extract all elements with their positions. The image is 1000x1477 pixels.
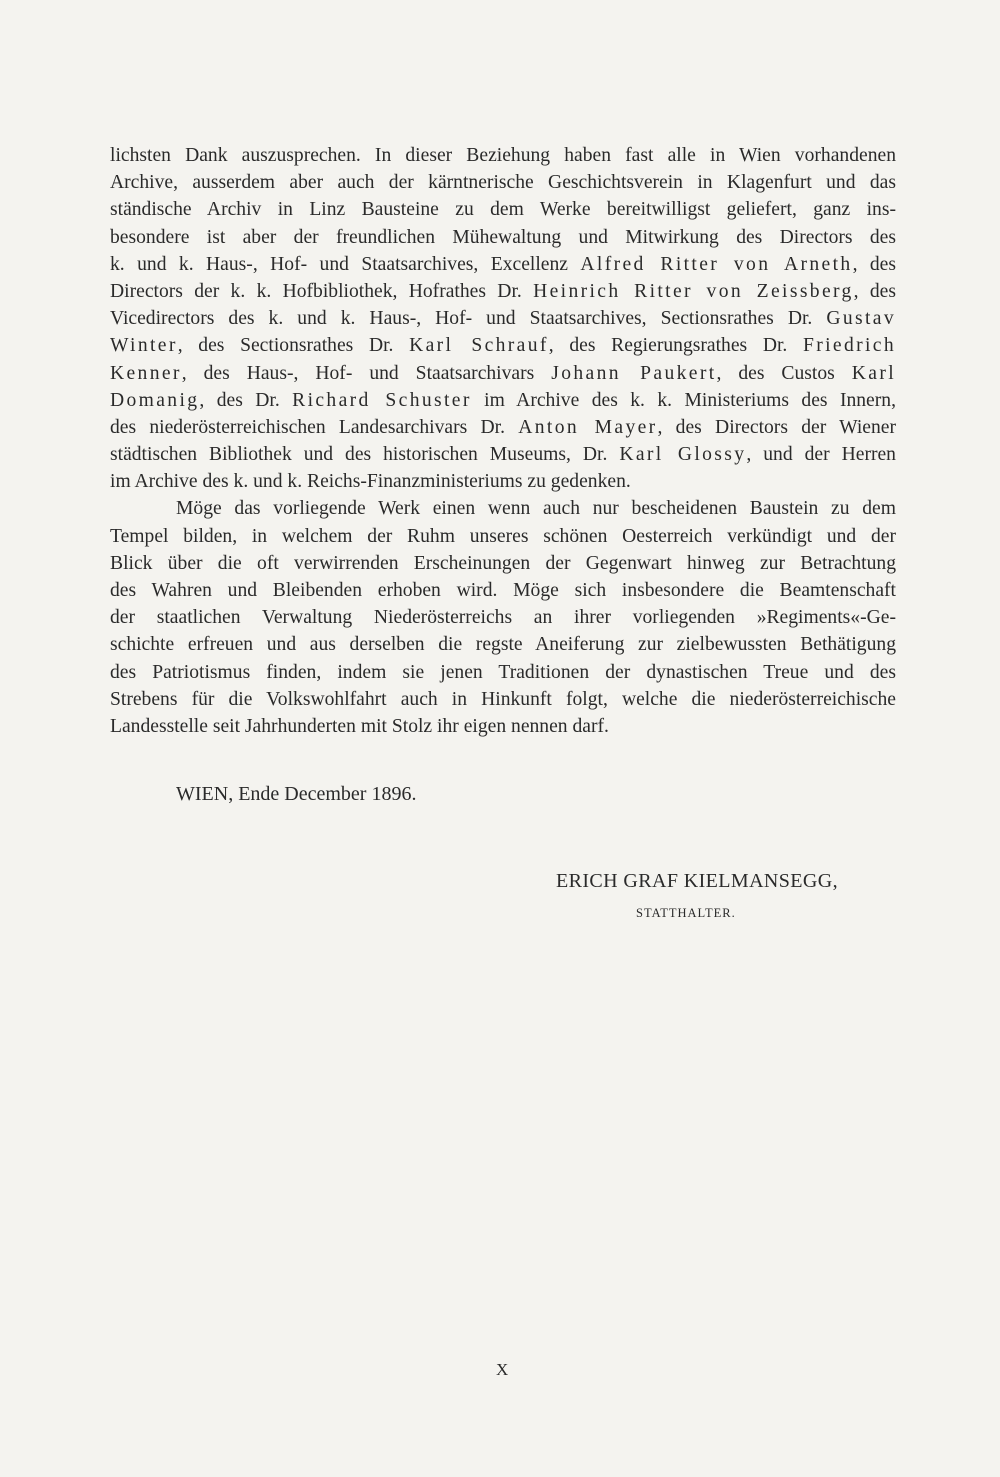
- text-line: ständische Archiv in Linz Bausteine zu dem Werke bereitwilligst geliefert, ganz ins-: [110, 199, 896, 221]
- person-name: Richard Schuster: [292, 389, 472, 411]
- person-name: Karl Schrauf: [409, 335, 549, 357]
- text-line: Kenner, des Haus-, Hof- und Staatsarchivars Johann Paukert, des Custos Karl: [110, 362, 896, 384]
- text-line: Domanig, des Dr. Richard Schuster im Archive des k. k. Ministeriums des Innern,: [110, 389, 896, 411]
- page-number: X: [496, 1360, 509, 1379]
- text-line: k. und k. Haus-, Hof- und Staatsarchives, Excellenz Alfred Ritter von Arneth, des: [110, 253, 896, 275]
- person-name: Anton Mayer: [518, 416, 658, 438]
- text-line: Landesstelle seit Jahrhunderten mit Stolz ihr eigen nennen darf.: [110, 715, 609, 737]
- text-line: schichte erfreuen und aus derselben die regste Aneiferung zur zielbewussten Bethätigung: [110, 634, 896, 656]
- text-line: des Wahren und Bleibenden erhoben wird. Möge sich insbesondere die Beamtenschaft: [110, 580, 896, 601]
- text-line: städtischen Bibliothek und des historischen Museums, Dr. Karl Glossy, und der Herren: [110, 444, 896, 466]
- body-text: [110, 142, 896, 740]
- text-line: im Archive des k. und k. Reichs-Finanzministeriums zu gedenken.: [110, 471, 631, 493]
- person-name: Kenner: [110, 362, 182, 384]
- text-line: Directors der k. k. Hofbibliothek, Hofrathes Dr. Heinrich Ritter von Zeissberg, des: [110, 280, 897, 302]
- person-name: Karl: [851, 362, 896, 384]
- person-name: Heinrich Ritter von Zeissberg: [533, 280, 854, 302]
- text-line: Blick über die oft verwirrenden Erscheinungen der Gegenwart hinweg zur Betrachtung: [110, 552, 896, 574]
- text-line: Tempel bilden, in welchem der Ruhm unseres schönen Oesterreich verkündigt und der: [110, 525, 896, 547]
- text-line: Archive, ausserdem aber auch der kärntnerische Geschichtsverein in Klagenfurt und das: [110, 172, 896, 194]
- person-name: Domanig: [110, 389, 200, 411]
- signature: ERICH GRAF KIELMANSEGG,: [556, 870, 838, 892]
- person-name: Friedrich: [803, 335, 896, 357]
- text-line: der staatlichen Verwaltung Niederösterreichs an ihrer vorliegenden »Regiments«-Ge-: [110, 607, 896, 629]
- person-name: Karl Glossy: [619, 444, 747, 466]
- person-name: Alfred Ritter von Arneth: [580, 253, 853, 275]
- place-date: WIEN, Ende December 1896.: [176, 783, 417, 805]
- text-line: Vicedirectors des k. und k. Haus-, Hof- und Staatsarchives, Sectionsrathes Dr. Gustav: [110, 308, 896, 330]
- text-line: Strebens für die Volkswohlfahrt auch in Hinkunft folgt, welche die niederösterreichische: [110, 688, 896, 710]
- text-line: Möge das vorliegende Werk einen wenn auch nur bescheidenen Baustein zu dem: [176, 498, 896, 520]
- person-name: Gustav: [826, 308, 896, 330]
- person-name: Johann Paukert: [551, 362, 717, 384]
- text-line: besondere ist aber der freundlichen Mühewaltung und Mitwirkung des Directors des: [110, 226, 896, 248]
- person-name: Winter: [110, 335, 178, 357]
- text-line: des niederösterreichischen Landesarchivars Dr. Anton Mayer, des Directors der Wiener: [110, 416, 896, 438]
- text-line: des Patriotismus finden, indem sie jenen Traditionen der dynastischen Treue und des: [110, 661, 896, 683]
- text-line: lichsten Dank auszusprechen. In dieser Beziehung haben fast alle in Wien vorhandenen: [110, 145, 896, 166]
- text-line: Winter, des Sectionsrathes Dr. Karl Schrauf, des Regierungsrathes Dr. Friedrich: [110, 335, 896, 357]
- signatory-title: STATTHALTER.: [636, 906, 736, 920]
